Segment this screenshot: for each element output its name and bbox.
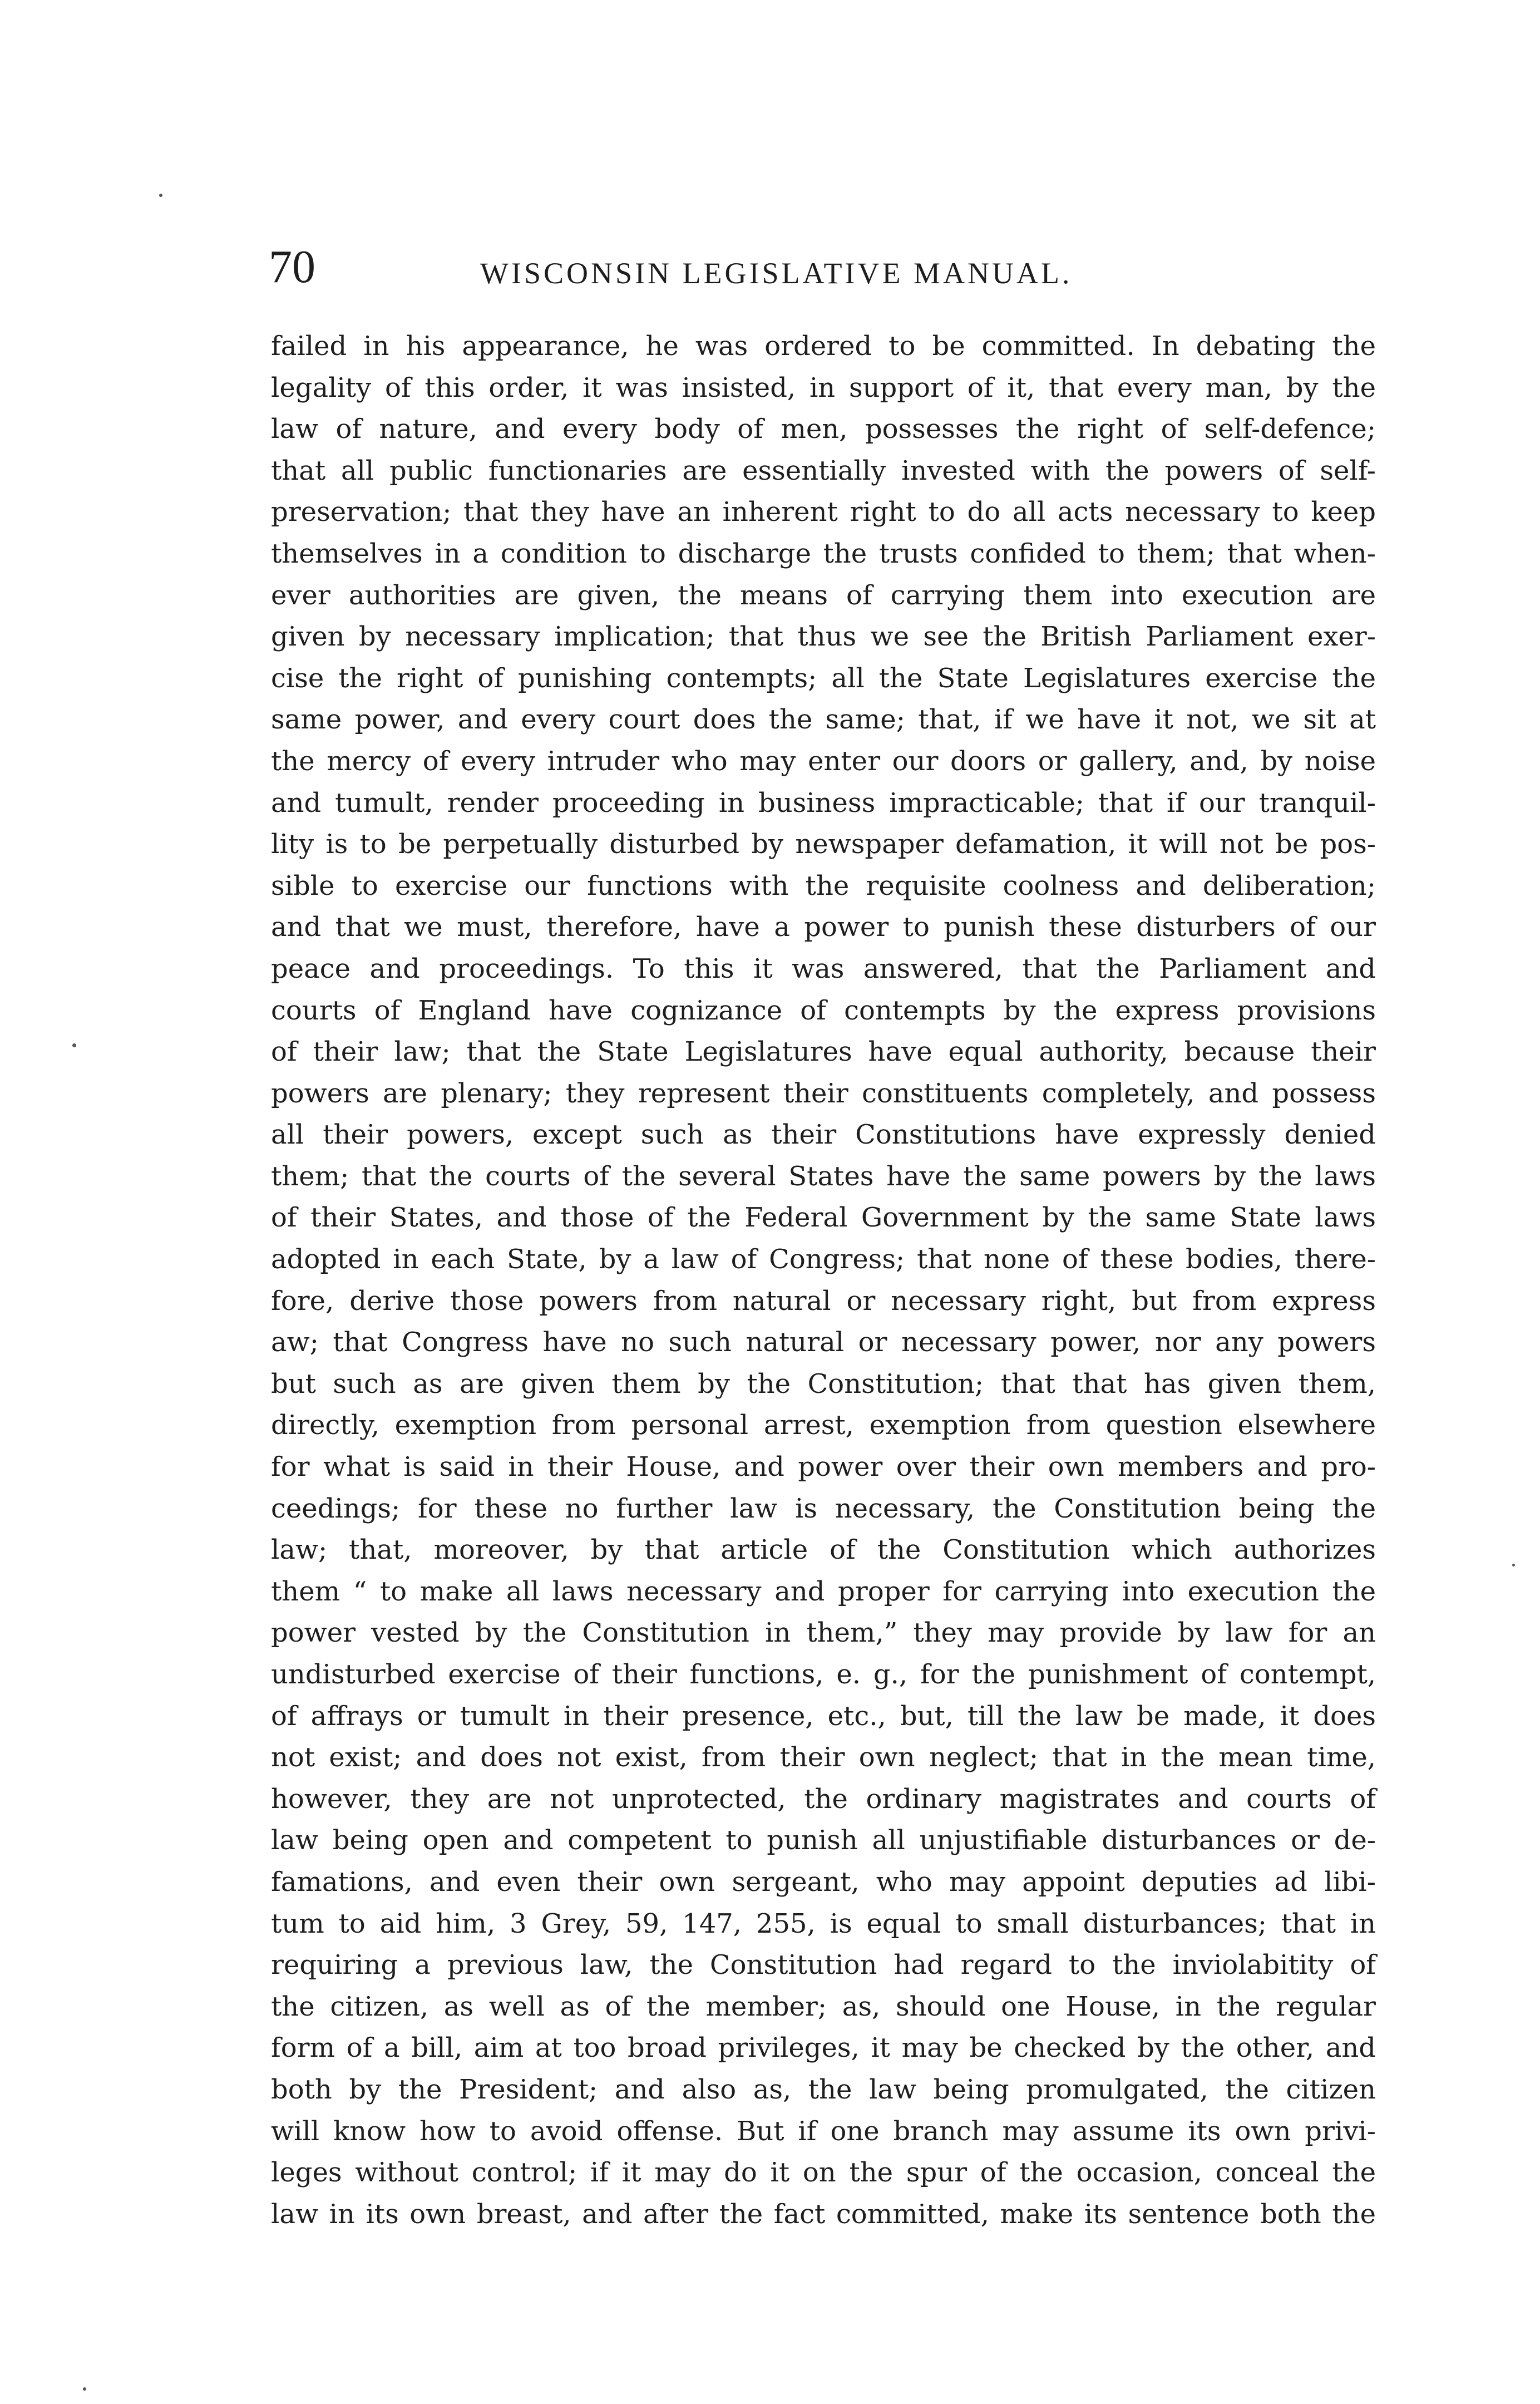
text-line: will know how to avoid offense. But if one branch may assume its own privi- [271,2115,1376,2147]
scan-speck [83,2387,86,2391]
text-line: that all public functionaries are essentially invested with the powers of self- [271,455,1376,486]
text-line: fore, derive those powers from natural or necessary right, but from express [271,1285,1376,1317]
scan-speck [72,1043,76,1047]
text-line: law; that, moreover, by that article of the Constitution which authorizes [271,1534,1376,1566]
text-line: aw; that Congress have no such natural or necessary power, nor any powers [271,1327,1376,1358]
text-line: all their powers, except such as their Constitutions have expressly denied [271,1119,1376,1151]
text-line: preservation; that they have an inherent right to do all acts necessary to keep [271,496,1376,528]
text-line: directly, exemption from personal arrest, exemption from question elsewhere [271,1410,1376,1441]
text-line: given by necessary implication; that thus we see the British Parliament exer- [271,621,1376,653]
text-line: of their law; that the State Legislatures have equal authority, because their [271,1036,1376,1068]
text-line: cise the right of punishing contempts; all the State Legislatures exercise the [271,662,1376,694]
text-line: undisturbed exercise of their functions, e. g., for the punishment of contempt, [271,1659,1376,1690]
running-head: WISCONSIN LEGISLATIVE MANUAL. [480,257,1073,290]
scan-speck [159,194,162,197]
text-line: requiring a previous law, the Constitution had regard to the inviolabitity of [271,1949,1376,1981]
text-line: leges without control; if it may do it on the spur of the occasion, conceal the [271,2157,1376,2189]
text-line: powers are plenary; they represent their constituents completely, and possess [271,1077,1376,1109]
text-line: and that we must, therefore, have a power to punish these disturbers of our [271,912,1376,943]
text-line: same power, and every court does the same; that, if we have it not, we sit at [271,704,1376,736]
text-line: form of a bill, aim at too broad privileges, it may be checked by the other, and [271,2032,1376,2064]
text-line: legality of this order, it was insisted, in support of it, that every man, by the [271,372,1376,403]
text-line: but such as are given them by the Constitution; that that has given them, [271,1368,1376,1400]
text-line: them; that the courts of the several States have the same powers by the laws [271,1160,1376,1192]
text-line: themselves in a condition to discharge the trusts confided to them; that when- [271,538,1376,569]
text-line: tum to aid him, 3 Grey, 59, 147, 255, is equal to small disturbances; that in [271,1908,1376,1939]
text-line: lity is to be perpetually disturbed by newspaper defamation, it will not be pos- [271,829,1376,860]
text-line: both by the President; and also as, the law being promulgated, the citizen [271,2073,1376,2105]
text-line: failed in his appearance, he was ordered to be committed. In debating the [271,331,1376,362]
text-line: famations, and even their own sergeant, who may appoint deputies ad libi- [271,1866,1376,1898]
text-line: ceedings; for these no further law is necessary, the Constitution being the [271,1492,1376,1524]
text-line: adopted in each State, by a law of Congress; that none of these bodies, there- [271,1244,1376,1275]
text-line: however, they are not unprotected, the ordinary magistrates and courts of [271,1783,1376,1815]
text-line: sible to exercise our functions with the requisite coolness and deliberation; [271,870,1376,902]
text-line: law being open and competent to punish all unjustifiable disturbances or de- [271,1825,1376,1856]
body-text [271,326,1376,2235]
text-line: for what is said in their House, and power over their own members and pro- [271,1451,1376,1483]
text-line: not exist; and does not exist, from their own neglect; that in the mean time, [271,1742,1376,1774]
text-line: them “ to make all laws necessary and proper for carrying into execution the [271,1575,1376,1607]
scan-speck [1512,1564,1515,1566]
text-line: courts of England have cognizance of contempts by the express provisions [271,994,1376,1026]
text-line: law of nature, and every body of men, possesses the right of self-defence; [271,413,1376,445]
text-line: the citizen, as well as of the member; as, should one House, in the regular [271,1991,1376,2022]
text-line: and tumult, render proceeding in business impracticable; that if our tranquil- [271,787,1376,819]
text-line: ever authorities are given, the means of carrying them into execution are [271,579,1376,611]
text-line: power vested by the Constitution in them,” they may provide by law for an [271,1617,1376,1649]
text-line: of affrays or tumult in their presence, etc., but, till the law be made, it does [271,1700,1376,1732]
page-header [264,237,1383,298]
text-line: the mercy of every intruder who may enter our doors or gallery, and, by noise [271,745,1376,777]
text-line: peace and proceedings. To this it was answered, that the Parliament and [271,953,1376,984]
page-number: 70 [269,241,315,293]
text-line: of their States, and those of the Federal Government by the same State laws [271,1202,1376,1234]
text-line: law in its own breast, and after the fact committed, make its sentence both the [271,2198,1376,2230]
